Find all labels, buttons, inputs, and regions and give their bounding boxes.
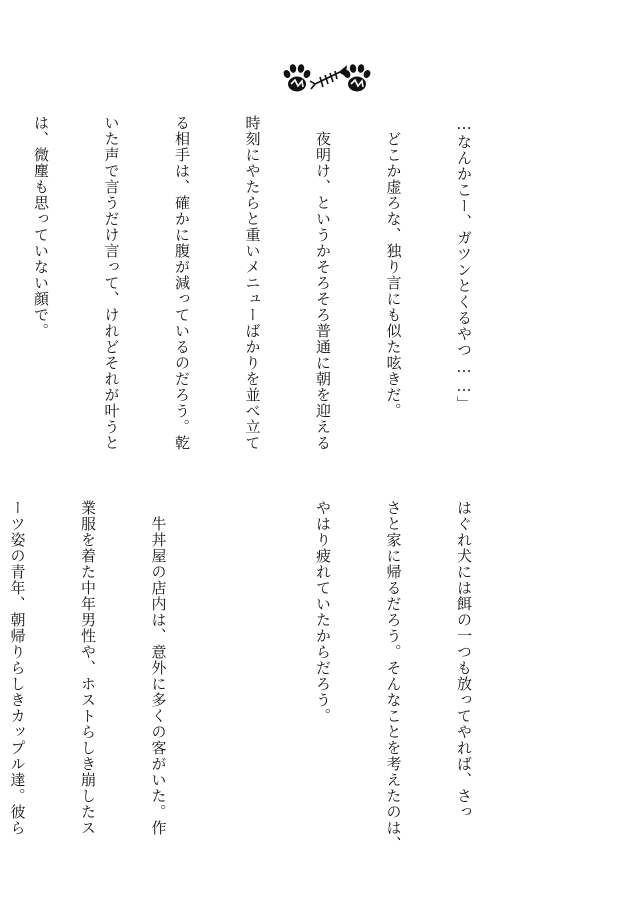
upper-text-block bbox=[32, 115, 522, 451]
text-line: やはり疲れていたからだろう。 bbox=[314, 500, 332, 724]
text-line: どこか虚ろな、独り言にも似た呟きだ。 bbox=[384, 115, 403, 419]
text-line: いた声で言うだけ言って、けれどそれが叶うと bbox=[102, 115, 121, 451]
text-line: 夜明け、というかそろそろ普通に朝を迎える bbox=[314, 115, 332, 451]
text-line: はぐれ犬には餌の一つも放ってやれば、さっ bbox=[455, 500, 473, 820]
cat-paw-icon bbox=[282, 64, 311, 92]
text-line: は、微塵も思っていない顔で。 bbox=[32, 115, 50, 339]
fish-bone-icon bbox=[310, 67, 346, 89]
text-line: る相手は、確かに腹が減っているのだろう。乾 bbox=[173, 115, 191, 451]
cat-paw-icon bbox=[342, 64, 371, 92]
text-line: 時刻にやたらと重いメニューばかりを並べ立て bbox=[243, 115, 262, 451]
text-line: さと家に帰るだろう。そんなことを考えたのは、 bbox=[384, 500, 403, 852]
text-line: 牛丼屋の店内は、意外に多くの客がいた。作 bbox=[149, 500, 168, 836]
lower-text-block bbox=[8, 500, 522, 852]
text-line: 業服を着た中年男性や、ホストらしき崩したス bbox=[79, 500, 97, 836]
text-line: ーツ姿の青年、朝帰りらしきカップル達。彼ら bbox=[8, 500, 27, 836]
text-line: …なんかこー、ガツンとくるやつ……」 bbox=[455, 115, 473, 412]
cat-fish-ornament bbox=[280, 62, 375, 96]
